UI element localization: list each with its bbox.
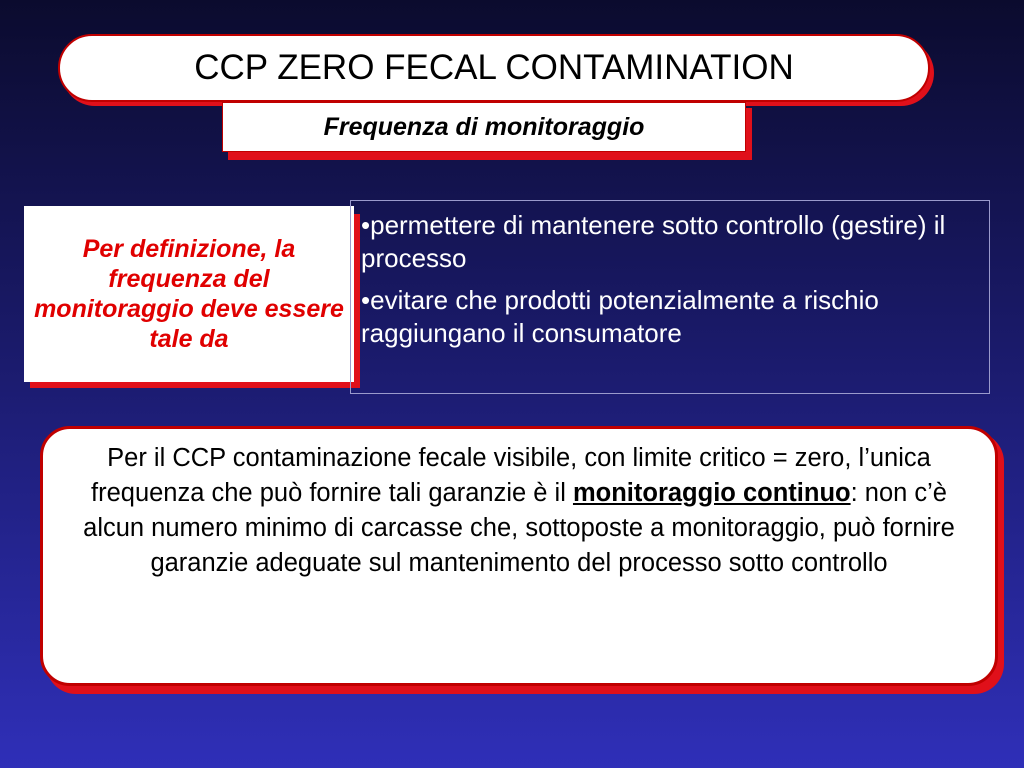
slide-title (58, 34, 930, 102)
conclusion-emphasis: monitoraggio continuo (572, 478, 851, 507)
slide-subtitle-text: Frequenza di monitoraggio (323, 112, 645, 141)
conclusion-text-before: Per il CCP contaminazione fecale visibile, con limite critico = zero, l’unica frequenza che può fornire tali garanzie è il (91, 444, 931, 507)
conclusion-text-after: : non c’è alcun numero minimo di carcasse che, sottoposte a monitoraggio, può fornire garanzie adeguate sul mantenimento del processo sotto controllo (83, 478, 955, 577)
slide-title-text: CCP ZERO FECAL CONTAMINATION (194, 48, 794, 87)
definition-box (24, 206, 354, 382)
bullet-list-box (350, 200, 990, 394)
bullet-item: •evitare che prodotti potenzialmente a rischio raggiungano il consumatore (361, 285, 879, 348)
conclusion-box (40, 426, 998, 686)
slide-subtitle (222, 102, 746, 152)
bullet-item: •permettere di mantenere sotto controllo (gestire) il processo (361, 210, 946, 273)
definition-text: Per definizione, la frequenza del monitoraggio deve essere tale da (34, 235, 344, 353)
